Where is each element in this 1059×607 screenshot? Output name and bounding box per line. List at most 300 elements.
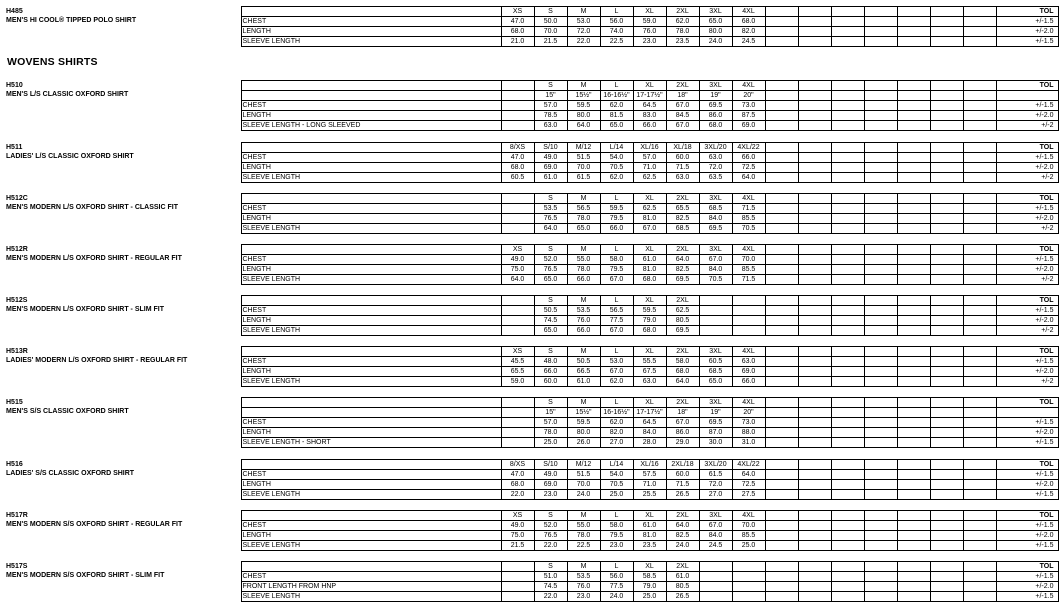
measurement-value: 49.0 <box>501 521 534 531</box>
size-label <box>930 511 963 521</box>
size-label <box>501 194 534 204</box>
tolerance-value: +/-2.0 <box>996 265 1058 275</box>
measurement-label: SLEEVE LENGTH <box>241 592 501 602</box>
size-label <box>699 296 732 306</box>
measurement-value: 55.0 <box>567 255 600 265</box>
measurement-value: 67.0 <box>699 521 732 531</box>
style-code-cell <box>5 143 241 183</box>
size-header-row <box>5 194 1058 204</box>
measurement-value <box>765 37 798 47</box>
measurement-value: 21.5 <box>534 37 567 47</box>
tolerance-header: TOL <box>996 194 1058 204</box>
measurement-value: 78.0 <box>567 531 600 541</box>
measurement-value: 24.5 <box>699 541 732 551</box>
size-label: M <box>567 296 600 306</box>
measurement-value: 25.0 <box>633 592 666 602</box>
measurement-value: 50.5 <box>567 357 600 367</box>
measurement-header <box>241 562 501 572</box>
measurement-header <box>241 460 501 470</box>
spec-block-h512s <box>5 295 1054 336</box>
measurement-value: 63.0 <box>534 121 567 131</box>
size-label: XS <box>501 7 534 17</box>
measurement-value <box>765 17 798 27</box>
tolerance-value: +/-2 <box>996 121 1058 131</box>
size-label <box>765 143 798 153</box>
measurement-value <box>897 91 930 101</box>
measurement-value: 84.0 <box>633 428 666 438</box>
measurement-value: 20" <box>732 91 765 101</box>
measurement-value <box>963 153 996 163</box>
measurement-value: 60.5 <box>501 173 534 183</box>
measurement-value: 67.0 <box>600 275 633 285</box>
size-label <box>897 194 930 204</box>
measurement-value <box>501 316 534 326</box>
size-label <box>897 511 930 521</box>
measurement-value: 52.0 <box>534 521 567 531</box>
measurement-value: 15" <box>534 408 567 418</box>
measurement-value: 29.0 <box>666 438 699 448</box>
size-label <box>831 511 864 521</box>
measurement-value: 71.0 <box>633 163 666 173</box>
measurement-value: 69.0 <box>732 367 765 377</box>
size-label: S <box>534 347 567 357</box>
measurement-value: 18" <box>666 408 699 418</box>
size-label: 4XL <box>732 347 765 357</box>
measurement-value: 54.0 <box>600 470 633 480</box>
measurement-value: 68.5 <box>699 367 732 377</box>
measurement-value: 61.0 <box>633 521 666 531</box>
tolerance-value: +/-2.0 <box>996 163 1058 173</box>
measurement-value <box>798 265 831 275</box>
measurement-value: 59.5 <box>567 101 600 111</box>
size-label <box>831 296 864 306</box>
size-label <box>765 245 798 255</box>
measurement-value <box>765 531 798 541</box>
measurement-value: 64.0 <box>501 275 534 285</box>
size-label <box>963 347 996 357</box>
tolerance-value: +/-2 <box>996 275 1058 285</box>
measurement-label: SLEEVE LENGTH <box>241 275 501 285</box>
size-label: 3XL/20 <box>699 460 732 470</box>
measurement-value: 77.5 <box>600 582 633 592</box>
measurement-value <box>963 101 996 111</box>
measurement-value <box>930 480 963 490</box>
size-label: 4XL <box>732 245 765 255</box>
measurement-value <box>831 418 864 428</box>
measurement-value: 64.0 <box>534 224 567 234</box>
tolerance-value: +/-1.5 <box>996 153 1058 163</box>
measurement-value: 27.0 <box>600 438 633 448</box>
size-label: 4XL <box>732 398 765 408</box>
measurement-value: 49.0 <box>534 153 567 163</box>
size-label: 2XL <box>666 347 699 357</box>
size-label: L <box>600 511 633 521</box>
style-name: LADIES' L/S CLASSIC OXFORD SHIRT <box>6 152 134 160</box>
measurement-label: CHEST <box>241 470 501 480</box>
measurement-value: 59.5 <box>600 204 633 214</box>
measurement-value <box>897 326 930 336</box>
measurement-value: 61.0 <box>534 173 567 183</box>
measurement-label: LENGTH <box>241 480 501 490</box>
measurement-value: 53.5 <box>534 204 567 214</box>
measurement-value <box>831 367 864 377</box>
measurement-value: 27.0 <box>699 490 732 500</box>
measurement-value: 70.5 <box>699 275 732 285</box>
measurement-value <box>897 17 930 27</box>
measurement-value: 20" <box>732 408 765 418</box>
measurement-value: 67.0 <box>666 101 699 111</box>
size-label: 3XL <box>699 511 732 521</box>
style-code: H485 <box>6 7 23 15</box>
measurement-value: 66.0 <box>534 367 567 377</box>
measurement-label: LENGTH <box>241 214 501 224</box>
measurement-value: 69.5 <box>666 326 699 336</box>
style-code: H515 <box>6 398 23 406</box>
measurement-value: 23.0 <box>633 37 666 47</box>
measurement-value: 64.0 <box>666 521 699 531</box>
size-label <box>798 562 831 572</box>
measurement-value: 71.0 <box>633 480 666 490</box>
measurement-value: 48.0 <box>534 357 567 367</box>
measurement-value <box>831 470 864 480</box>
measurement-value: 23.0 <box>567 592 600 602</box>
size-label <box>765 81 798 91</box>
measurement-label: LENGTH <box>241 367 501 377</box>
measurement-value <box>732 316 765 326</box>
size-label <box>963 562 996 572</box>
measurement-value: 62.5 <box>633 173 666 183</box>
measurement-value <box>864 27 897 37</box>
measurement-value: 65.5 <box>666 204 699 214</box>
size-label <box>732 296 765 306</box>
size-header-row <box>5 347 1058 357</box>
size-label <box>798 245 831 255</box>
size-label: 2XL <box>666 296 699 306</box>
size-label <box>831 7 864 17</box>
measurement-value: 26.5 <box>666 592 699 602</box>
measurement-value <box>732 592 765 602</box>
measurement-value <box>930 418 963 428</box>
measurement-value <box>831 592 864 602</box>
tolerance-value: +/-2.0 <box>996 582 1058 592</box>
measurement-value <box>501 214 534 224</box>
measurement-value: 47.0 <box>501 17 534 27</box>
measurement-value: 70.0 <box>732 255 765 265</box>
measurement-value: 22.5 <box>600 37 633 47</box>
measurement-value <box>963 255 996 265</box>
tolerance-value: +/-2 <box>996 377 1058 387</box>
measurement-value <box>897 27 930 37</box>
size-label: XL <box>633 7 666 17</box>
measurement-value: 22.5 <box>567 541 600 551</box>
measurement-value <box>864 470 897 480</box>
measurement-value <box>864 541 897 551</box>
size-label: 2XL <box>666 245 699 255</box>
measurement-value <box>501 101 534 111</box>
measurement-value: 85.5 <box>732 214 765 224</box>
tolerance-value: +/-2 <box>996 326 1058 336</box>
measurement-value: 71.5 <box>732 275 765 285</box>
measurement-value: 87.5 <box>732 111 765 121</box>
measurement-value <box>864 316 897 326</box>
measurement-value: 82.5 <box>666 265 699 275</box>
measurement-value <box>963 541 996 551</box>
style-code-cell <box>5 245 241 285</box>
measurement-value: 24.0 <box>600 592 633 602</box>
measurement-value <box>831 377 864 387</box>
measurement-value <box>798 326 831 336</box>
measurement-value: 23.0 <box>534 490 567 500</box>
measurement-value <box>930 101 963 111</box>
measurement-value <box>963 91 996 101</box>
measurement-value: 78.0 <box>666 27 699 37</box>
measurement-value: 87.0 <box>699 428 732 438</box>
measurement-value: 17-17½" <box>633 91 666 101</box>
size-label: L/14 <box>600 460 633 470</box>
measurement-value <box>963 582 996 592</box>
measurement-value: 67.0 <box>666 121 699 131</box>
size-label: L <box>600 194 633 204</box>
style-code: H513R <box>6 347 28 355</box>
measurement-value <box>963 438 996 448</box>
measurement-value <box>501 204 534 214</box>
measurement-value <box>798 418 831 428</box>
measurement-value: 15½" <box>567 408 600 418</box>
size-label <box>699 562 732 572</box>
measurement-value <box>864 480 897 490</box>
measurement-value <box>798 490 831 500</box>
measurement-value <box>963 408 996 418</box>
spec-block-h517s <box>5 561 1054 602</box>
measurement-value: 49.0 <box>501 255 534 265</box>
style-code: H511 <box>6 143 23 151</box>
size-header-row <box>5 296 1058 306</box>
measurement-value <box>798 408 831 418</box>
measurement-value: 82.0 <box>732 27 765 37</box>
measurement-value <box>897 173 930 183</box>
measurement-value: 70.0 <box>567 480 600 490</box>
size-label <box>831 245 864 255</box>
measurement-value <box>897 438 930 448</box>
measurement-value <box>798 438 831 448</box>
size-label <box>897 296 930 306</box>
tolerance-value: +/-2.0 <box>996 428 1058 438</box>
measurement-value: 16-16½" <box>600 408 633 418</box>
measurement-value: 80.0 <box>699 27 732 37</box>
size-label <box>765 511 798 521</box>
size-label: M <box>567 347 600 357</box>
measurement-value <box>699 572 732 582</box>
measurement-value: 66.0 <box>567 275 600 285</box>
measurement-value <box>831 91 864 101</box>
measurement-value <box>897 214 930 224</box>
measurement-value: 60.0 <box>534 377 567 387</box>
measurement-value: 67.0 <box>600 367 633 377</box>
measurement-value <box>864 438 897 448</box>
measurement-value <box>864 275 897 285</box>
measurement-value: 70.5 <box>600 163 633 173</box>
tolerance-value: +/-1.5 <box>996 592 1058 602</box>
measurement-value <box>765 27 798 37</box>
measurement-value <box>864 265 897 275</box>
measurement-value <box>765 582 798 592</box>
size-label: L <box>600 347 633 357</box>
measurement-value: 22.0 <box>567 37 600 47</box>
measurement-value <box>798 470 831 480</box>
measurement-value <box>963 480 996 490</box>
measurement-value <box>864 490 897 500</box>
measurement-value <box>765 306 798 316</box>
size-label <box>963 296 996 306</box>
measurement-value: 78.0 <box>534 428 567 438</box>
measurement-value: 63.5 <box>699 173 732 183</box>
measurement-label: CHEST <box>241 255 501 265</box>
measurement-label: LENGTH <box>241 265 501 275</box>
size-label <box>798 296 831 306</box>
size-header-row <box>5 143 1058 153</box>
measurement-value <box>765 367 798 377</box>
measurement-value <box>765 275 798 285</box>
measurement-value <box>798 377 831 387</box>
measurement-value: 64.0 <box>732 470 765 480</box>
size-label: 2XL <box>666 81 699 91</box>
measurement-value <box>930 27 963 37</box>
size-label: XL <box>633 296 666 306</box>
measurement-label: SLEEVE LENGTH <box>241 377 501 387</box>
measurement-value <box>765 480 798 490</box>
measurement-value: 64.0 <box>567 121 600 131</box>
measurement-header <box>241 245 501 255</box>
size-label <box>864 460 897 470</box>
size-label: L <box>600 81 633 91</box>
size-label <box>831 398 864 408</box>
size-label: 2XL <box>666 511 699 521</box>
measurement-value <box>897 592 930 602</box>
size-label <box>864 398 897 408</box>
measurement-value <box>930 121 963 131</box>
measurement-value: 50.0 <box>534 17 567 27</box>
measurement-value: 66.0 <box>732 377 765 387</box>
measurement-value <box>930 255 963 265</box>
size-header-row <box>5 562 1058 572</box>
size-label: S <box>534 7 567 17</box>
size-label: 8/XS <box>501 460 534 470</box>
measurement-value <box>930 204 963 214</box>
measurement-value <box>963 204 996 214</box>
tolerance-header: TOL <box>996 562 1058 572</box>
size-label: 4XL <box>732 81 765 91</box>
measurement-value: 79.5 <box>600 531 633 541</box>
measurement-value: 66.0 <box>732 153 765 163</box>
measurement-value <box>765 173 798 183</box>
measurement-value <box>930 470 963 480</box>
measurement-value: 15½" <box>567 91 600 101</box>
measurement-value: 51.5 <box>567 470 600 480</box>
measurement-value <box>864 582 897 592</box>
size-label <box>831 81 864 91</box>
measurement-value: 51.5 <box>567 153 600 163</box>
tolerance-value: +/-1.5 <box>996 521 1058 531</box>
measurement-value <box>963 265 996 275</box>
measurement-value: 24.0 <box>567 490 600 500</box>
measurement-value <box>930 37 963 47</box>
measurement-value: 79.0 <box>633 316 666 326</box>
style-code-cell <box>5 347 241 387</box>
measurement-value: 70.0 <box>732 521 765 531</box>
tolerance-value <box>996 91 1058 101</box>
measurement-value: 61.0 <box>633 255 666 265</box>
measurement-value <box>765 357 798 367</box>
measurement-value <box>765 111 798 121</box>
size-label <box>930 347 963 357</box>
size-label: XL/16 <box>633 460 666 470</box>
spec-block-h513r <box>5 346 1054 387</box>
measurement-value <box>765 224 798 234</box>
measurement-value: 73.0 <box>732 101 765 111</box>
measurement-value <box>798 214 831 224</box>
measurement-value: 16-16½" <box>600 91 633 101</box>
measurement-value <box>963 592 996 602</box>
measurement-value: 19" <box>699 408 732 418</box>
measurement-value: 47.0 <box>501 153 534 163</box>
measurement-value: 71.5 <box>666 480 699 490</box>
measurement-label: CHEST <box>241 521 501 531</box>
size-header-row <box>5 81 1058 91</box>
measurement-value <box>930 224 963 234</box>
measurement-value: 60.0 <box>666 153 699 163</box>
measurement-value: 71.5 <box>666 163 699 173</box>
measurement-value <box>798 357 831 367</box>
size-label <box>963 460 996 470</box>
measurement-header <box>241 511 501 521</box>
measurement-value <box>765 572 798 582</box>
measurement-value <box>798 572 831 582</box>
tolerance-header: TOL <box>996 398 1058 408</box>
measurement-value: 55.5 <box>633 357 666 367</box>
measurement-value: 53.5 <box>567 306 600 316</box>
measurement-value: 25.5 <box>633 490 666 500</box>
measurement-value <box>930 592 963 602</box>
measurement-value <box>501 326 534 336</box>
size-label: 2XL/18 <box>666 460 699 470</box>
size-label: 2XL <box>666 562 699 572</box>
measurement-value: 72.5 <box>732 480 765 490</box>
measurement-value <box>864 163 897 173</box>
measurement-value <box>930 91 963 101</box>
style-code: H510 <box>6 81 23 89</box>
measurement-value <box>930 17 963 27</box>
tolerance-value: +/-2.0 <box>996 531 1058 541</box>
tolerance-value: +/-2.0 <box>996 367 1058 377</box>
style-name: LADIES' S/S CLASSIC OXFORD SHIRT <box>6 469 135 477</box>
spec-table <box>5 193 1059 234</box>
measurement-value: 86.0 <box>666 428 699 438</box>
measurement-value <box>930 428 963 438</box>
size-label: XL <box>633 194 666 204</box>
measurement-value: 69.0 <box>534 163 567 173</box>
size-label: XL <box>633 562 666 572</box>
size-label: M <box>567 562 600 572</box>
measurement-value <box>798 592 831 602</box>
size-label: 2XL <box>666 194 699 204</box>
measurement-value <box>798 121 831 131</box>
tolerance-value: +/-1.5 <box>996 438 1058 448</box>
spec-table <box>5 244 1059 285</box>
measurement-value: 82.5 <box>666 531 699 541</box>
measurement-label: CHEST <box>241 572 501 582</box>
measurement-label: SLEEVE LENGTH <box>241 490 501 500</box>
measurement-value <box>897 306 930 316</box>
